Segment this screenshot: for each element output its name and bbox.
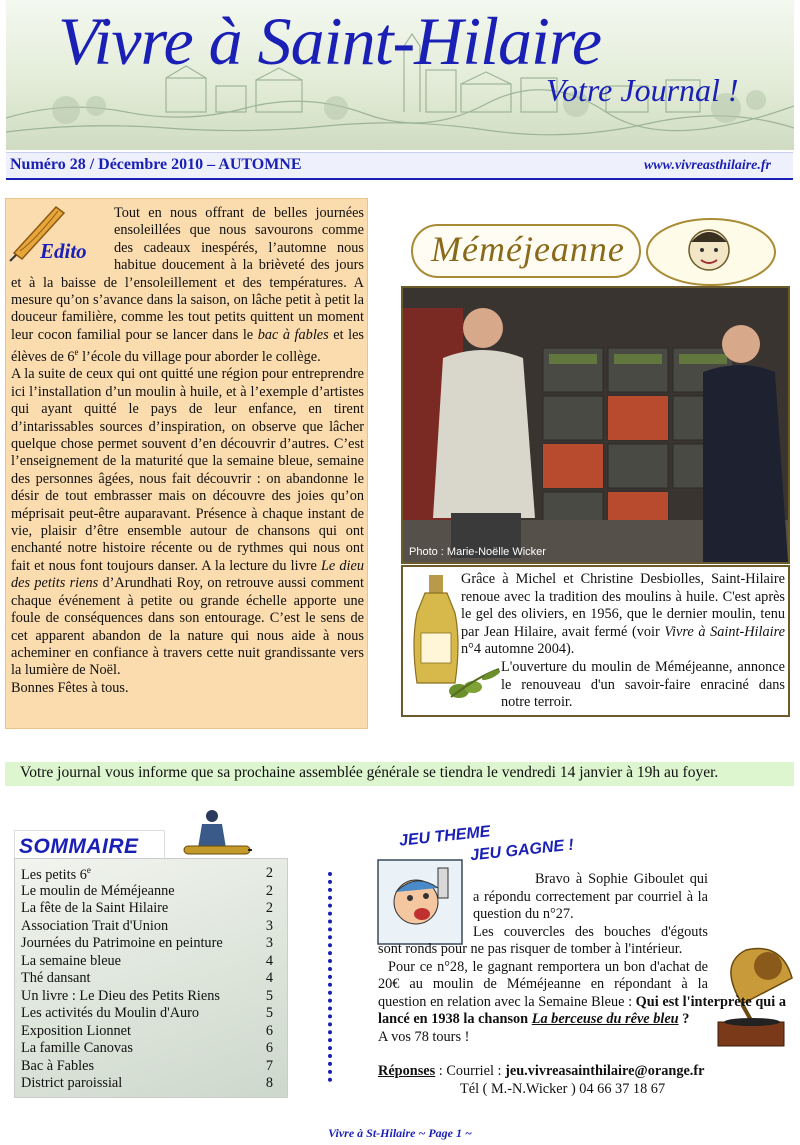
contact-phone: Tél ( M.-N.Wicker ) 04 66 37 18 67 [460,1081,666,1097]
contact-email[interactable]: jeu.vivreasainthilaire@orange.fr [505,1063,705,1079]
newspaper-subtitle: Votre Journal ! [546,72,739,108]
jeu-paragraph-4: A vos 78 tours ! [378,1028,470,1045]
photo-two-people-with-olive-crates [403,288,788,562]
assembly-announcement: Votre journal vous informe que sa prochaine assemblée générale se tiendra le vendredi 14 janvier à 19h au foyer. [5,762,794,786]
writer-with-pen-icon [182,808,252,864]
toc-item[interactable]: Un livre : Le Dieu des Petits Riens 5 [21,987,273,1004]
edito-paragraph-2: A la suite de ceux qui ont quitté une région pour entreprendre ici l’installation d’un moulin à huile, et à l’exemple d’artistes qui ayant quitté le pays de leur enfance, en tirent d’intarissables sources d’inspiration, on observe que lâcher quelque chose permet souvent d’en découvrir d’autres. C’est l’enseignement de la maturité que la semaine bleue, semaine des personnes âgées, nous fait découvrir : on abandonne le désir de tout embrasser mais on découvre des joies qu’on méprisait peut-être auparavant. Présence à chaque instant de vie, plaisir d’être ensemble autour de chansons qui ont enchanté notre histoire récente ou de rythmes qui nous ont fait et nous font toujours danser. A la lecture du livre Le dieu des petits riens d’Arundhati Roy, on retrouve aussi comment chaque événement à petite ou grande échelle apporte une foule de conséquences dans son entourage. C’est le sens de cet apparent abandon de la nature qui nous aide à nous acheminer en confiance à travers cette nuit grandissante vers la lumière de Noël. [11,366,364,679]
reponses-label: Réponses [378,1063,436,1079]
toc-item[interactable]: Le moulin de Méméjeanne 2 [21,882,273,899]
toc-item[interactable]: La famille Canovas 6 [21,1040,273,1056]
toc-item[interactable]: Exposition Lionnet 6 [21,1022,273,1039]
jeu-paragraph-3: Pour ce n°28, le gagnant remportera un bon d'achat de 20€ au moulin de Méméjeanne en répondant à la question en relation avec la Semaine Bleue : Qui est l'interprète qui a lancé en 1938 la chanson La berceuse du rêve bleu ? [378,958,786,1027]
memejeanne-paragraph-2: L'ouverture du moulin de Méméjeanne, annonce le renouveau d'un savoir-faire enraciné dans notre terroir. [501,658,785,711]
memejeanne-article [401,565,790,717]
jeu-paragraph-2: Les couvercles des bouches d'égouts sont ronds pour ne pas risquer de tomber à l'intérieur. [378,923,708,957]
issue-bar [6,152,793,180]
toc-item[interactable]: Les activités du Moulin d'Auro 5 [21,1005,273,1021]
oil-mill-photo [401,286,790,564]
reponses-contact: Réponses : Courriel : jeu.vivreasainthilaire@orange.fr Tél ( M.-N.Wicker ) 04 66 37 18 67 [378,1063,705,1097]
memejeanne-paragraph-1: Grâce à Michel et Christine Desbiolles, Saint-Hilaire renoue avec la tradition des moulins à huile. C'est après le gel des oliviers, en 1956, que le dernier moulin, tenu par Jean Hilaire, avait fermé (voir Vivre à Saint-Hilaire n°4 automne 2004). [461,571,785,658]
sommaire-heading: SOMMAIRE [19,835,139,858]
toc-item[interactable]: Bac à Fables 7 [21,1057,273,1074]
website-link[interactable]: www.vivreasthilaire.fr [643,158,771,173]
jeu-paragraph-1: Bravo à Sophie Giboulet qui a répondu correctement par courriel à la question du n°27. [473,871,708,922]
jeu-heading-2: JEU GAGNE ! [469,836,575,865]
toc-item[interactable]: La fête de la Saint Hilaire 2 [21,900,273,916]
edito-closing: Bonnes Fêtes à tous. [11,679,129,696]
edito-paragraph-1: Tout en nous offrant de belles journées ensoleillées que nous savourons comme des cadeaux inespérés, l’automne nous habitue doucement à la brièveté des jours et à la baisse de l’ensoleillement et des températures. A mesure qu’on s’avance dans la saison, on lâche petit à petit la douceur familière, comme les tout petits quittent un moment leur cocon familial pour se lancer dans le bac à fables et les élèves de 6e l’école du village pour aborder le collège. [11,205,364,366]
edito-heading: Edito [40,239,87,263]
edito-box [5,198,368,729]
toc-item[interactable]: District paroissial 8 [21,1075,273,1091]
toc-item[interactable]: La semaine bleue 4 [21,952,273,969]
masthead-banner [6,0,794,150]
memejeanne-header [401,216,780,286]
column-divider [328,872,332,1082]
toc-item[interactable]: Journées du Patrimoine en peinture 3 [21,935,273,951]
jeu-article [378,871,786,1046]
page-footer: Vivre à St-Hilaire ~ Page 1 ~ [328,1126,472,1140]
photo-credit: Photo : Marie-Noëlle Wicker [409,546,546,558]
toc-item[interactable]: Les petits 6e 2 [21,865,273,883]
newspaper-title: Vivre à Saint-Hilaire [58,3,602,79]
edito-text [11,205,364,697]
toc-item[interactable]: Association Trait d'Union 3 [21,917,273,934]
memejeanne-logo-icon [641,216,779,288]
jeu-heading-1: JEU THEME [398,823,492,850]
toc-item[interactable]: Thé dansant 4 [21,970,273,986]
issue-label: Numéro 28 / Décembre 2010 – AUTOMNE [10,156,302,173]
memejeanne-title-banner: Méméjeanne [411,224,641,278]
sommaire-list [14,858,288,1098]
